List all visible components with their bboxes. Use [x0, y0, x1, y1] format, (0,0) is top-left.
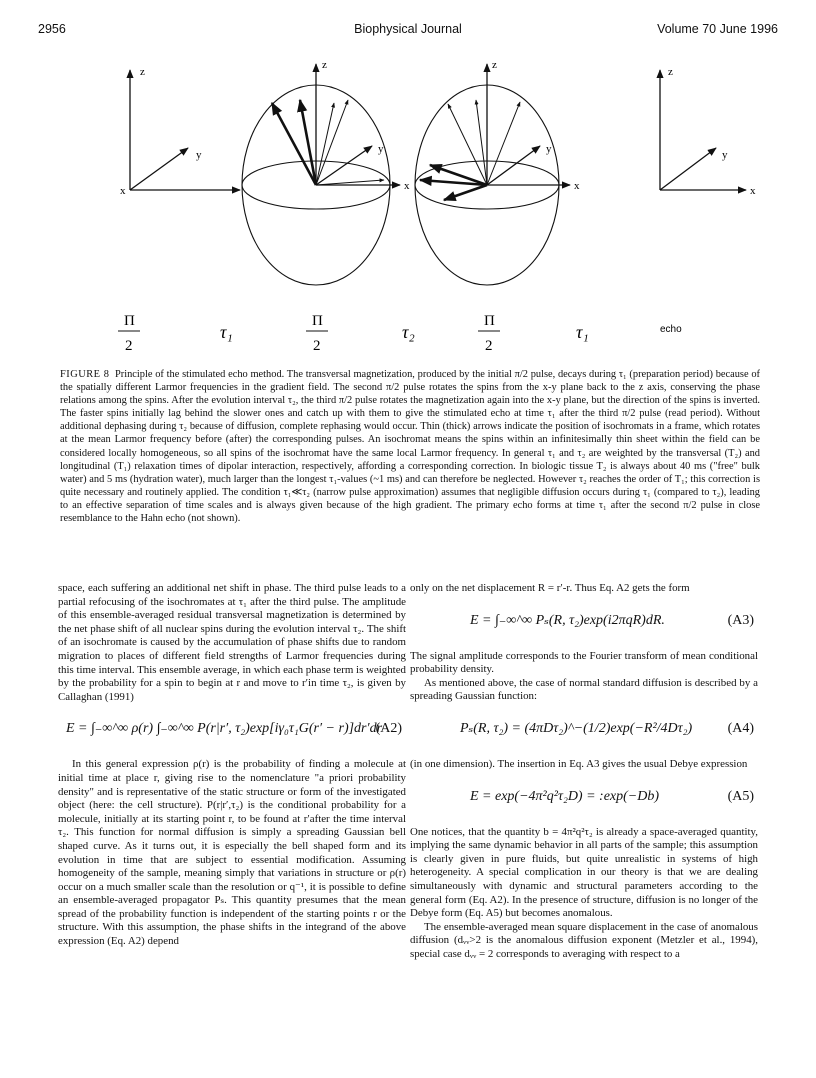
caption-label: FIGURE 8	[60, 369, 110, 380]
right-paragraph-2: The signal amplitude corresponds to the Fourier transform of mean conditional probability density.	[410, 649, 758, 676]
journal-title: Biophysical Journal	[354, 22, 462, 36]
page-header	[38, 22, 778, 40]
right-paragraph-3: As mentioned above, the case of normal standard diffusion is described by a spreading Gaussian function:	[410, 676, 758, 703]
equation-a5-number: (A5)	[727, 788, 754, 804]
left-paragraph-1: space, each suffering an additional net shift in phase. The third pulse leads to a partial refocusing of the isochromates at τ₁ after the third pulse. The amplitude of this ensemble-averaged residual transversal magnetization is determined by the net phase shift of all nuclear spins during the evolution interval τ₂. The shift of an isochromate is caused by the accumulation of phase shifts due to random migration to places of different field strengths of Larmor frequencies during this time interval. This ensemble average, in which each phase term is weighted by the probability for a spin to begin at r and move to r′in time τ₂, is given by Callaghan (1991)	[58, 582, 406, 703]
equation-a4-body: Pₛ(R, τ₂) = (4πDτ₂)^−(1/2)exp(−R²/4Dτ₂)	[460, 720, 693, 736]
panel-4	[660, 66, 756, 197]
pulse-2-top: Π	[312, 313, 323, 329]
x-axis-label: x	[404, 180, 410, 192]
x-axis-label: x	[120, 185, 126, 197]
z-axis-label: z	[492, 59, 497, 71]
right-paragraph-1: only on the net displacement R = r′-r. Thus Eq. A2 gets the form	[410, 582, 690, 594]
right-paragraph-6: The ensemble-averaged mean square displacement in the case of anomalous diffusion (dᵥᵥ>2 is the anomalous diffusion exponent (Metzler et al., 1994), special case dᵥᵥ = 2 corresponds to averaging with respect to a	[410, 920, 758, 960]
right-column	[410, 582, 758, 962]
equation-a3-number: (A3)	[727, 612, 754, 628]
interval-tau1-b: τ₁	[576, 322, 589, 342]
y-axis-label: y	[378, 143, 384, 155]
left-column	[58, 582, 406, 949]
z-axis-label: z	[322, 59, 327, 71]
caption-text: Principle of the stimulated echo method. The transversal magnetization, produced by the initial π/2 pulse, decays during τ₁ (preparation period) because of the spatially different Larmor frequencies in the gradient field. The second π/2 pulse rotates the spins from the x-y plane back to the z axis, conserving the phase relations among the spins. After the evolution interval τ₂, the third π/2 pulse rotates the magnetization again into the x-y plane, but the direction of the spins is inverted. The faster spins initially lag behind the slower ones and catch up with them to give the stimulated echo at time τ₁ after the third π/2 pulse (read period). Without additional dephasing during τ₂ because of diffusion, complete rephasing would occur. Thin (thick) arrows indicate the position of isochromats in a frame, which rotates at the mean Larmor frequency before (after) the corresponding pulses. An isochromat means the spins within an infinitesimally thin sheet within the field can be considered locally homogeneous, so all spins of the isochromat have the same local Larmor frequency. In general τ₁ and τ₂ are weighted by the transversal (T₂) and longitudinal (T₁) relaxation times of dipolar interaction, respectively, affording a corresponding correction. In biologic tissue T₂ is always about 40 ms ("free" bulk water) and 5 ms (hydration water), much larger than the longest τ₁-values (~1 ms) and can therefore be neglected. However τ₂ reaches the order of T₁; this correction is quite necessary and routinely applied. The condition τ₁≪τ₂ (narrow pulse approximation) assumes that negligible diffusion occurs during τ₁ (compared to τ₂), leading to an effective separation of time scales and is always given because of the high gradient. The primary echo forms at time τ₁ after the second π/2 pulse in close resemblance to the Hahn echo (not shown).	[60, 369, 760, 525]
z-axis-label: z	[140, 66, 145, 78]
right-paragraph-4: (in one dimension). The insertion in Eq. A3 gives the usual Debye expression	[410, 757, 748, 770]
interval-tau2: τ₂	[402, 322, 415, 342]
left-paragraph-2: In this general expression ρ(r) is the probability of finding a molecule at initial time at place r, giving rise to the nomenclature "a priori probability density" and is representative of the static structure or form of the investigated object (here: the cell structure). P(r|r′,τ₂) is the conditional probability for a molecule, initially at its starting point r, to be found at r′after the time interval τ₂. This function for normal diffusion is simply a spreading Gaussian bell shaped curve. As it turns out, it is especially the bell shaped form and its evolution in time that are subject to essential modification. Assuming homogeneity of the sample, meaning simply that variations in structure or ρ(r) occur on a much smaller scale than the resolution or q⁻¹, it is possible to define an ensemble-averaged propagator Pₛ. This quantity presumes that the mean spread of the probability function is independent of the starting points r or the structure. With this assumption, the phase shifts in the integrand of the above expression (Eq. A2) depend	[58, 758, 406, 948]
stimulated-echo-figure	[0, 40, 816, 370]
pulse-3-top: Π	[484, 313, 495, 329]
pulse-1-top: Π	[124, 313, 135, 329]
z-axis-label: z	[668, 66, 673, 78]
y-axis-label: y	[196, 149, 202, 161]
equation-a5-body: E = exp(−4π²q²τ₂D) = :exp(−Db)	[470, 788, 660, 804]
equation-a4	[410, 716, 758, 746]
x-axis-label: x	[750, 185, 756, 197]
equation-a5	[410, 784, 758, 814]
pulse-3-bottom: 2	[485, 338, 493, 354]
pulse-1-bottom: 2	[125, 338, 133, 354]
pulse-2-bottom: 2	[313, 338, 321, 354]
panel-1	[120, 66, 240, 197]
pulse-sequence-labels	[118, 313, 682, 354]
equation-a3	[410, 608, 758, 638]
panel-2	[242, 59, 410, 285]
figure-caption	[60, 368, 760, 525]
y-axis-label: y	[546, 143, 552, 155]
panel-3	[415, 59, 580, 285]
equation-a2	[58, 716, 406, 746]
volume-info: Volume 70 June 1996	[657, 22, 778, 36]
equation-a3-body: E = ∫₋∞^∞ Pₛ(R, τ₂)exp(i2πqR)dR.	[470, 612, 665, 628]
x-axis-label: x	[574, 180, 580, 192]
y-axis-label: y	[722, 149, 728, 161]
equation-a2-body: E = ∫₋∞^∞ ρ(r) ∫₋∞^∞ P(r|r′, τ₂)exp[iγ₀τ₁G(r′ − r)]dr′dr	[66, 721, 383, 737]
equation-a4-number: (A4)	[727, 720, 754, 736]
echo-label: echo	[660, 324, 682, 335]
equation-a2-number: (A2)	[375, 721, 402, 737]
interval-tau1-a: τ₁	[220, 322, 233, 342]
right-paragraph-5: One notices, that the quantity b = 4π²q²τ₂ is already a space-averaged quantity, implying the same dynamic behavior in all parts of the sample; this assumption is clearly given in pure fluids, but quite unrealistic in systems of high heterogeneity. A special complication in our theory is that we are dealing simultaneously with dynamic and structural parameters according to the general form (Eq. A2). In the presence of structure, diffusion is no longer of the Debye form (Eq. A5) but becomes anomalous.	[410, 825, 758, 920]
page-number: 2956	[38, 22, 66, 36]
